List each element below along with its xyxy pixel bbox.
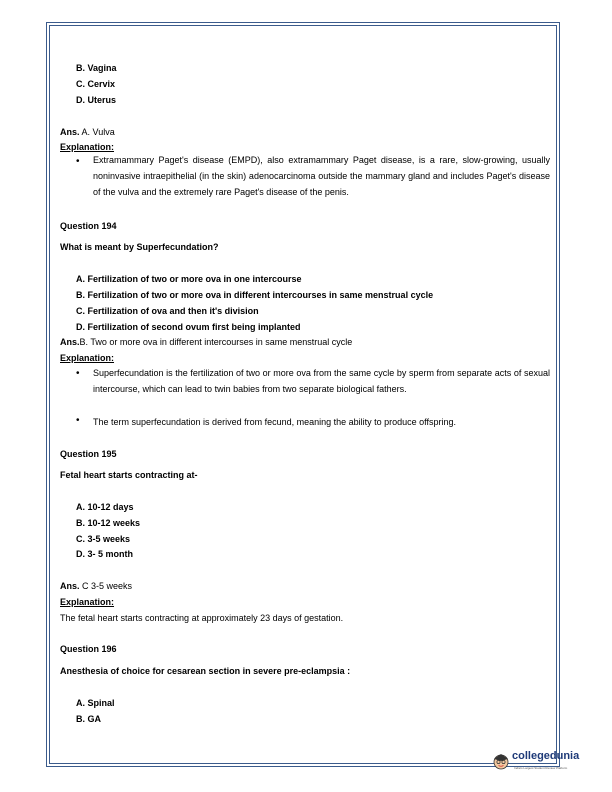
brand-tagline: India's Largest Student Review Platform <box>514 766 568 770</box>
q196-heading: Question 196 <box>60 644 117 654</box>
q195-option-a: A. 10-12 days <box>76 502 134 512</box>
answer-label: Ans. <box>60 581 80 591</box>
brand-logo-text: collegedunia <box>512 750 580 762</box>
q195-question: Fetal heart starts contracting at- <box>60 470 198 480</box>
q193-option-c: C. Cervix <box>76 79 116 89</box>
answer-label: Ans. <box>60 337 80 347</box>
q193-explanation-label: Explanation: <box>60 142 115 152</box>
answer-text: A. Vulva <box>79 127 115 137</box>
q193-explanation-bullet-1: Extramammary Paget's disease (EMPD), also extramammary Paget disease, is a rare, slow-growing, usually noninvasive intraepithelial (in the skin) adenocarcinoma outside the mammary gland and includes Paget's disease of the vulva and the extremely rare Paget's disease of the penis. <box>93 155 550 197</box>
answer-text: C 3-5 weeks <box>79 581 133 591</box>
q193-option-b: B. Vagina <box>76 63 117 73</box>
q194-option-b: B. Fertilization of two or more ova in different intercourses in same menstrual cycle <box>76 290 434 300</box>
q194-question: What is meant by Superfecundation? <box>60 242 219 252</box>
bullet-dot: • <box>76 156 80 167</box>
answer-text: B. Two or more ova in different intercourses in same menstrual cycle <box>79 337 353 347</box>
q194-answer <box>60 336 352 348</box>
q193-answer <box>60 126 115 138</box>
q196-option-b: B. GA <box>76 714 102 724</box>
q195-answer <box>60 580 132 592</box>
q195-explanation-label: Explanation: <box>60 597 115 607</box>
answer-label: Ans. <box>60 127 80 137</box>
q194-explanation-bullet-1: Superfecundation is the fertilization of two or more ova from the same cycle by sperm from separate acts of sexual intercourse, which can lead to twin babies from two separate biological fathers. <box>93 368 550 394</box>
q194-explanation-bullet-2: The term superfecundation is derived from fecund, meaning the ability to produce offspring. <box>93 417 457 427</box>
bullet-dot: • <box>76 415 80 426</box>
q196-question: Anesthesia of choice for cesarean section in severe pre-eclampsia : <box>60 666 351 676</box>
q195-heading: Question 195 <box>60 449 117 459</box>
q194-option-c: C. Fertilization of ova and then it's division <box>76 306 259 316</box>
mascot-icon <box>492 752 510 770</box>
bullet-dot: • <box>76 368 80 379</box>
q195-option-d: D. 3- 5 month <box>76 549 134 559</box>
q193-option-d: D. Uterus <box>76 95 117 105</box>
q194-heading: Question 194 <box>60 221 117 231</box>
q195-option-b: B. 10-12 weeks <box>76 518 141 528</box>
q195-option-c: C. 3-5 weeks <box>76 534 131 544</box>
q196-option-a: A. Spinal <box>76 698 115 708</box>
q194-option-d: D. Fertilization of second ovum first being implanted <box>76 322 301 332</box>
q194-explanation-label: Explanation: <box>60 353 115 363</box>
q195-explanation-text: The fetal heart starts contracting at approximately 23 days of gestation. <box>60 613 344 623</box>
q194-option-a: A. Fertilization of two or more ova in one intercourse <box>76 274 302 284</box>
